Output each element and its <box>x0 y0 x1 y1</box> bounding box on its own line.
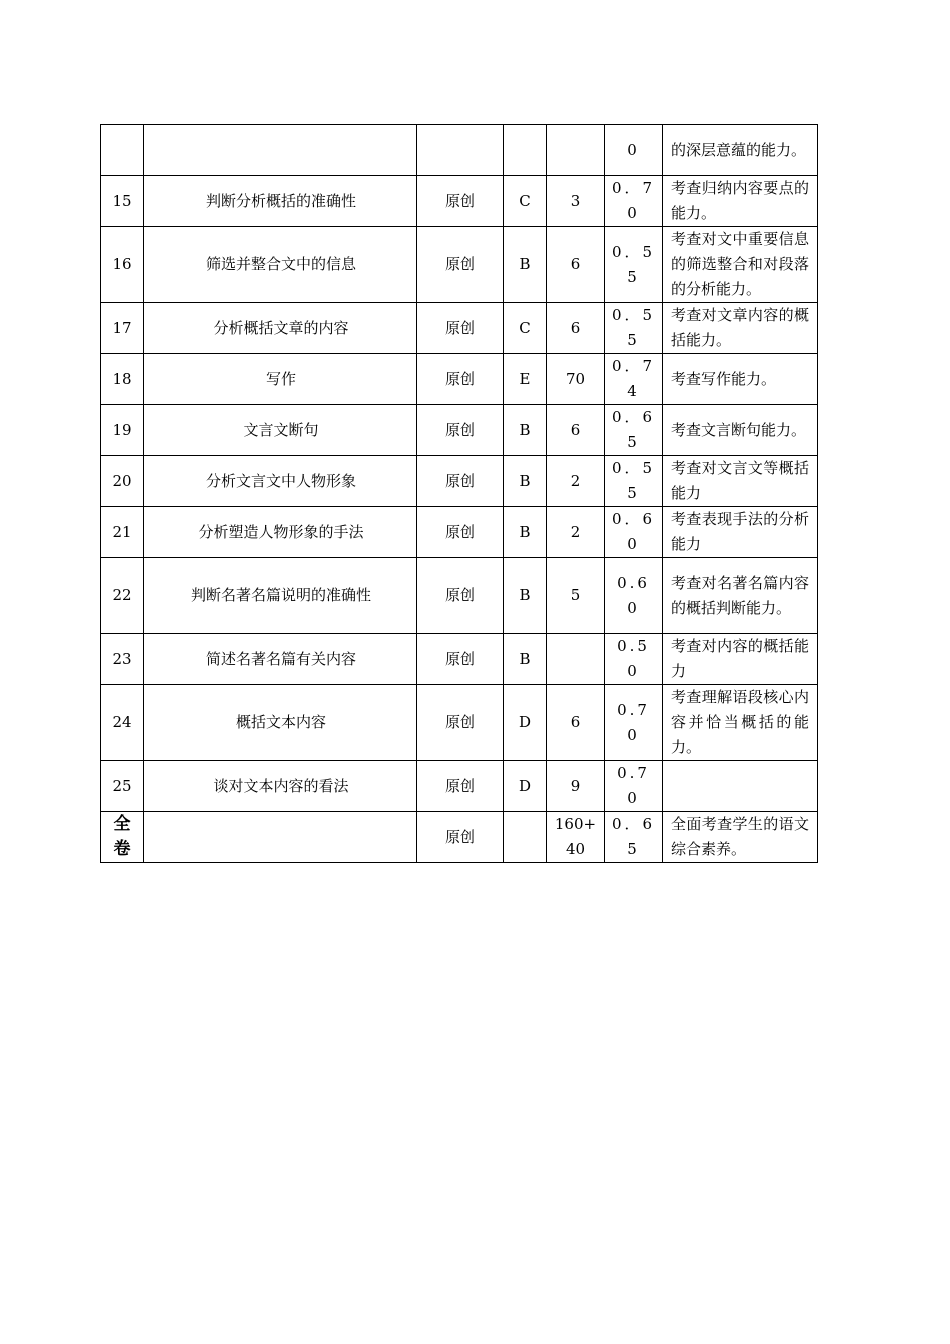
assessment-goal: 考查对名著名篇内容的概括判断能力。 <box>671 573 809 617</box>
assessment-goal-cell <box>663 558 818 634</box>
difficulty: 0．74 <box>611 357 656 400</box>
knowledge-point-cell <box>144 634 417 685</box>
total-difficulty-cell <box>605 812 663 863</box>
assessment-goal: 考查对文章内容的概括能力。 <box>671 306 809 349</box>
total-label: 全卷 <box>113 814 131 859</box>
assessment-goal: 考查表现手法的分析能力 <box>671 510 809 553</box>
item-number: 16 <box>112 255 132 273</box>
ability-level-cell <box>504 354 547 405</box>
ability-level-cell <box>504 685 547 761</box>
assessment-goal: 考查归纳内容要点的能力。 <box>671 179 809 222</box>
knowledge-point-cell <box>144 761 417 812</box>
question-source-cell <box>417 227 504 303</box>
item-number-cell <box>101 685 144 761</box>
assessment-goal-cell <box>663 354 818 405</box>
item-number-cell <box>101 507 144 558</box>
knowledge-point: 判断名著名篇说明的准确性 <box>190 586 371 604</box>
ability-level: B <box>519 522 531 541</box>
score-cell <box>547 558 605 634</box>
difficulty: 0.70 <box>617 700 650 744</box>
item-number: 25 <box>112 776 132 795</box>
exam-analysis-table <box>100 124 818 863</box>
assessment-goal-cell <box>663 634 818 685</box>
question-source: 原创 <box>444 420 475 439</box>
difficulty: 0.50 <box>617 637 650 680</box>
table-row <box>101 176 818 227</box>
question-source-cell <box>417 125 504 176</box>
ability-level: C <box>519 191 531 210</box>
difficulty-cell <box>605 303 663 354</box>
assessment-goal-cell <box>663 685 818 761</box>
table-row <box>101 558 818 634</box>
assessment-goal-cell <box>663 761 818 812</box>
assessment-goal-cell <box>663 456 818 507</box>
assessment-goal: 考查对文言文等概括能力 <box>671 459 809 502</box>
item-number-cell <box>101 125 144 176</box>
ability-level: C <box>519 318 531 337</box>
total-row <box>101 812 818 863</box>
assessment-goal: 的深层意蕴的能力。 <box>671 140 807 159</box>
score-cell <box>547 227 605 303</box>
total-level-cell <box>504 812 547 863</box>
question-source: 原创 <box>444 522 475 541</box>
knowledge-point-cell <box>144 507 417 558</box>
item-number-cell <box>101 303 144 354</box>
ability-level-cell <box>504 227 547 303</box>
knowledge-point: 写作 <box>265 369 296 388</box>
assessment-goal-cell <box>663 176 818 227</box>
total-label-cell <box>101 812 144 863</box>
assessment-goal-cell <box>663 507 818 558</box>
difficulty: 0．55 <box>611 306 656 349</box>
knowledge-point-cell <box>144 685 417 761</box>
ability-level-cell <box>504 176 547 227</box>
knowledge-point-cell <box>144 227 417 303</box>
item-number-cell <box>101 354 144 405</box>
score-cell <box>547 761 605 812</box>
difficulty: 0．65 <box>611 408 656 451</box>
question-source: 原创 <box>444 776 475 795</box>
ability-level: B <box>519 471 531 490</box>
knowledge-point-cell <box>144 125 417 176</box>
score: 6 <box>570 318 581 337</box>
item-number: 21 <box>112 522 132 541</box>
difficulty: 0.70 <box>617 764 650 807</box>
difficulty: 0．55 <box>611 459 656 502</box>
score-cell <box>547 354 605 405</box>
assessment-goal-cell <box>663 303 818 354</box>
item-number-cell <box>101 405 144 456</box>
assessment-goal: 考查对文中重要信息的筛选整合和对段落的分析能力。 <box>671 230 809 298</box>
total-difficulty: 0．65 <box>611 815 656 858</box>
total-score: 160+40 <box>554 815 597 858</box>
total-desc: 全面考查学生的语文综合素养。 <box>671 815 809 858</box>
question-source-cell <box>417 761 504 812</box>
table-row <box>101 227 818 303</box>
knowledge-point-cell <box>144 354 417 405</box>
question-source-cell <box>417 176 504 227</box>
ability-level: D <box>518 713 532 731</box>
knowledge-point: 筛选并整合文中的信息 <box>205 255 356 273</box>
assessment-goal: 考查文言断句能力。 <box>671 420 807 439</box>
difficulty: 0．70 <box>611 179 656 222</box>
ability-level-cell <box>504 405 547 456</box>
knowledge-point: 简述名著名篇有关内容 <box>205 649 356 668</box>
knowledge-point: 文言文断句 <box>243 420 319 439</box>
ability-level-cell <box>504 634 547 685</box>
table-row <box>101 634 818 685</box>
item-number: 15 <box>112 191 132 210</box>
assessment-goal-cell <box>663 227 818 303</box>
score-cell <box>547 456 605 507</box>
item-number: 23 <box>112 649 132 668</box>
knowledge-point: 谈对文本内容的看法 <box>213 776 349 795</box>
difficulty: 0 <box>627 140 640 159</box>
assessment-goal-cell <box>663 125 818 176</box>
score-cell <box>547 685 605 761</box>
question-source: 原创 <box>444 586 475 604</box>
knowledge-point-cell <box>144 176 417 227</box>
difficulty-cell <box>605 456 663 507</box>
table-row <box>101 456 818 507</box>
ability-level-cell <box>504 558 547 634</box>
question-source: 原创 <box>444 369 475 388</box>
item-number: 22 <box>112 586 132 604</box>
score: 2 <box>570 471 581 490</box>
difficulty-cell <box>605 558 663 634</box>
ability-level-cell <box>504 125 547 176</box>
table-body <box>101 125 818 812</box>
difficulty-cell <box>605 125 663 176</box>
table-row <box>101 125 818 176</box>
knowledge-point: 分析塑造人物形象的手法 <box>198 522 364 541</box>
table-row <box>101 507 818 558</box>
question-source-cell <box>417 405 504 456</box>
item-number-cell <box>101 634 144 685</box>
ability-level: E <box>519 369 531 388</box>
knowledge-point-cell <box>144 456 417 507</box>
ability-level: B <box>519 586 531 604</box>
total-source: 原创 <box>444 827 475 846</box>
difficulty-cell <box>605 507 663 558</box>
difficulty-cell <box>605 227 663 303</box>
table-row <box>101 685 818 761</box>
table-row <box>101 354 818 405</box>
question-source-cell <box>417 456 504 507</box>
knowledge-point: 判断分析概括的准确性 <box>205 191 356 210</box>
question-source-cell <box>417 685 504 761</box>
difficulty-cell <box>605 634 663 685</box>
question-source: 原创 <box>444 318 475 337</box>
knowledge-point: 分析概括文章的内容 <box>213 318 349 337</box>
item-number: 18 <box>112 369 132 388</box>
score: 6 <box>570 255 581 273</box>
question-source-cell <box>417 634 504 685</box>
total-source-cell <box>417 812 504 863</box>
score: 6 <box>570 713 581 731</box>
question-source-cell <box>417 303 504 354</box>
difficulty: 0.60 <box>617 573 650 617</box>
knowledge-point: 分析文言文中人物形象 <box>205 471 356 490</box>
item-number: 17 <box>112 318 132 337</box>
question-source: 原创 <box>444 649 475 668</box>
score: 70 <box>565 369 586 388</box>
difficulty: 0．60 <box>611 510 656 553</box>
score-cell <box>547 125 605 176</box>
assessment-goal: 考查理解语段核心内容并恰当概括的能力。 <box>671 688 809 756</box>
question-source-cell <box>417 558 504 634</box>
total-point-cell <box>144 812 417 863</box>
item-number-cell <box>101 176 144 227</box>
knowledge-point-cell <box>144 558 417 634</box>
assessment-goal: 考查写作能力。 <box>671 369 777 388</box>
score: 6 <box>570 420 581 439</box>
difficulty-cell <box>605 354 663 405</box>
ability-level-cell <box>504 303 547 354</box>
score-cell <box>547 634 605 685</box>
ability-level: B <box>519 649 531 668</box>
item-number-cell <box>101 456 144 507</box>
score-cell <box>547 303 605 354</box>
total-score-cell <box>547 812 605 863</box>
assessment-goal-cell <box>663 405 818 456</box>
question-source-cell <box>417 507 504 558</box>
item-number-cell <box>101 227 144 303</box>
question-source: 原创 <box>444 191 475 210</box>
ability-level: B <box>519 255 531 273</box>
difficulty-cell <box>605 685 663 761</box>
score-cell <box>547 507 605 558</box>
item-number: 19 <box>112 420 132 439</box>
ability-level: B <box>519 420 531 439</box>
item-number-cell <box>101 558 144 634</box>
difficulty-cell <box>605 761 663 812</box>
ability-level-cell <box>504 761 547 812</box>
table-row <box>101 303 818 354</box>
item-number: 20 <box>112 471 132 490</box>
ability-level-cell <box>504 456 547 507</box>
difficulty: 0．55 <box>611 242 656 286</box>
ability-level: D <box>518 776 532 795</box>
question-source-cell <box>417 354 504 405</box>
knowledge-point-cell <box>144 303 417 354</box>
total-desc-cell <box>663 812 818 863</box>
score: 3 <box>570 191 581 210</box>
score: 9 <box>570 776 581 795</box>
item-number-cell <box>101 761 144 812</box>
score-cell <box>547 405 605 456</box>
table-row <box>101 761 818 812</box>
table-row <box>101 405 818 456</box>
question-source: 原创 <box>444 255 475 273</box>
ability-level-cell <box>504 507 547 558</box>
difficulty-cell <box>605 405 663 456</box>
score: 5 <box>570 586 581 604</box>
score-cell <box>547 176 605 227</box>
question-source: 原创 <box>444 471 475 490</box>
knowledge-point: 概括文本内容 <box>235 713 326 731</box>
score: 2 <box>570 522 581 541</box>
question-source: 原创 <box>444 713 475 731</box>
assessment-goal: 考查对内容的概括能力 <box>671 637 809 680</box>
item-number: 24 <box>112 713 132 731</box>
knowledge-point-cell <box>144 405 417 456</box>
difficulty-cell <box>605 176 663 227</box>
